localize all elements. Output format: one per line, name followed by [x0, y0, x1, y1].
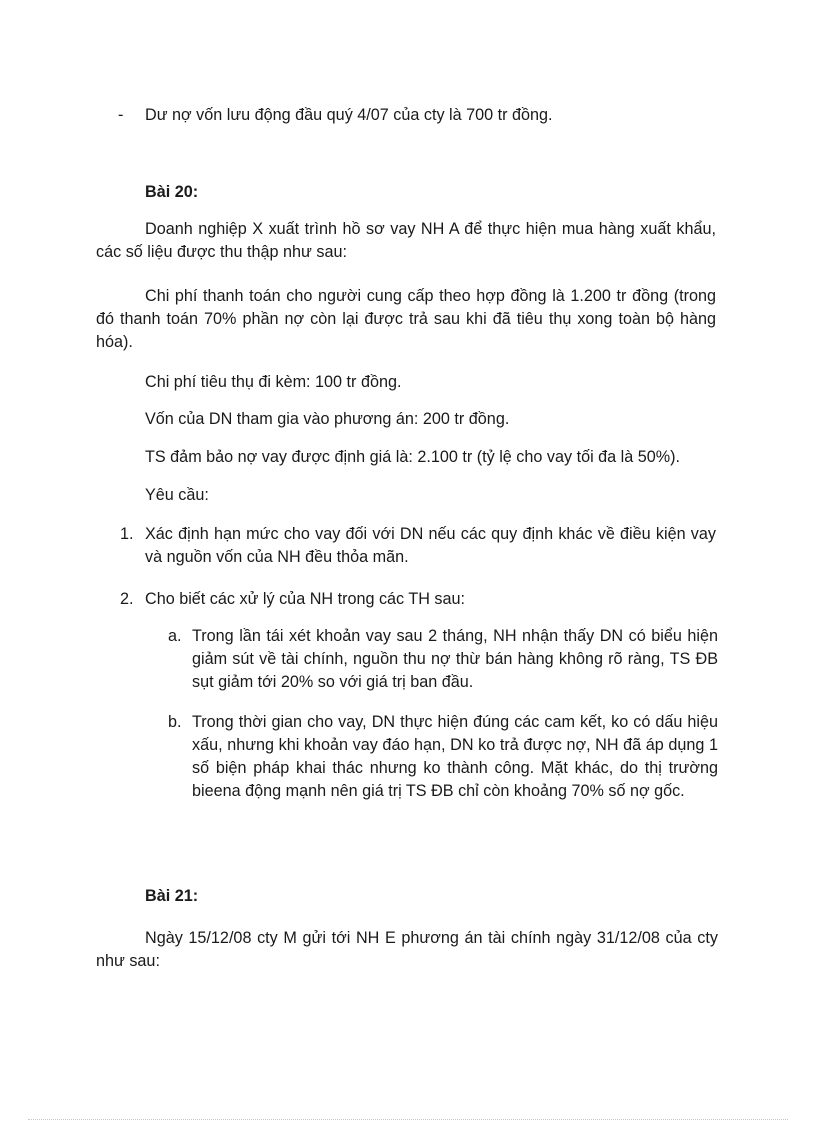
q2-text: Cho biết các xử lý của NH trong các TH sau: [145, 590, 466, 608]
bai20-equity: Vốn của DN tham gia vào phương án: 200 tr đồng. [145, 410, 510, 428]
q2-marker: 2. [120, 590, 134, 608]
case-a-marker: a. [168, 627, 182, 645]
bai20-collateral: TS đảm bảo nợ vay được định giá là: 2.100 tr (tỷ lệ cho vay tối đa là 50%). [145, 448, 681, 466]
bai20-requirement-label: Yêu cầu: [145, 486, 209, 504]
bullet-text: Dư nợ vốn lưu động đầu quý 4/07 của cty là 700 tr đồng. [145, 106, 553, 124]
bai20-payment: Chi phí thanh toán cho người cung cấp theo hợp đồng là 1.200 tr đồng (trong đó thanh toán 70% phần nợ còn lại được trả sau khi đã tiêu thụ xong toàn bộ hàng hóa). [96, 287, 716, 351]
bullet-dash: - [118, 106, 124, 124]
q1-marker: 1. [120, 525, 134, 543]
bai20-title: Bài 20: [145, 183, 199, 201]
bai20-intro: Doanh nghiệp X xuất trình hồ sơ vay NH A để thực hiện mua hàng xuất khẩu, các số liệu được thu thập như sau: [96, 220, 716, 261]
bai21-title: Bài 21: [145, 887, 199, 905]
bai20-sales-cost: Chi phí tiêu thụ đi kèm: 100 tr đồng. [145, 373, 402, 391]
case-a-text: Trong lần tái xét khoản vay sau 2 tháng, NH nhận thấy DN có biểu hiện giảm sút về tài chính, nguồn thu nợ thừ bán hàng không rõ ràng, TS ĐB sụt giảm tới 20% so với giá trị ban đầu. [192, 627, 718, 691]
bai21-intro: Ngày 15/12/08 cty M gửi tới NH E phương án tài chính ngày 31/12/08 của cty như sau: [96, 929, 718, 970]
case-b-text: Trong thời gian cho vay, DN thực hiện đúng các cam kết, ko có dấu hiệu xấu, nhưng khi khoản vay đáo hạn, DN ko trả được nợ, NH đã áp dụng 1 số biện pháp khai thác nhưng ko thành công. Mặt khác, do thị trường bieena động mạnh nên giá trị TS ĐB chỉ còn khoảng 70% số nợ gốc. [192, 713, 718, 800]
case-b-marker: b. [168, 713, 182, 731]
q1-text: Xác định hạn mức cho vay đối với DN nếu các quy định khác về điều kiện vay và nguồn vốn của NH đều thỏa mãn. [145, 525, 716, 566]
page-bottom-divider [28, 1119, 788, 1120]
